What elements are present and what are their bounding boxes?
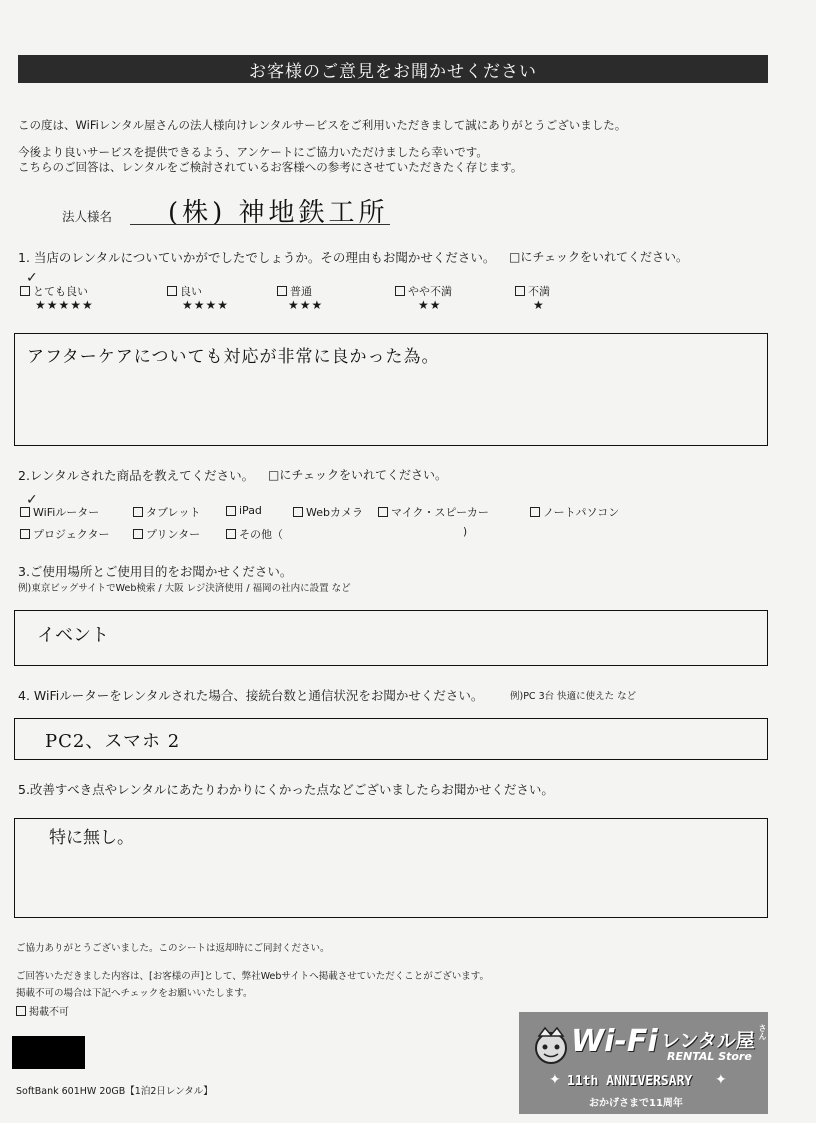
stars-1: ★ bbox=[533, 298, 545, 312]
company-name-field[interactable]: (株) 神地鉄工所 bbox=[168, 198, 389, 228]
intro-line-3: こちらのご回答は、レンタルをご検討されているお客様への参考にさせていただきたく存じます。 bbox=[18, 160, 523, 174]
footer-notice-1: ご回答いただきました内容は、[お客様の声]として、弊社Webサイトへ掲載させていただくことがございます。 bbox=[16, 971, 490, 982]
q1-question: 1. 当店のレンタルについていかがでしたでしょうか。その理由もお聞かせください。 bbox=[18, 250, 496, 265]
stars-2: ★★ bbox=[418, 298, 442, 312]
checkbox[interactable] bbox=[133, 529, 143, 539]
checkmark-icon: ✓ bbox=[26, 492, 38, 508]
checkbox[interactable] bbox=[133, 507, 143, 517]
q2-question: 2.レンタルされた商品を教えてください。 bbox=[18, 468, 255, 483]
q5-answer-text: 特に無し。 bbox=[49, 828, 134, 848]
logo-brand: Wi-Fi bbox=[571, 1024, 658, 1059]
product-info: SoftBank 601HW 20GB【1泊2日レンタル】 bbox=[16, 1086, 213, 1097]
option-label: Webカメラ bbox=[306, 506, 363, 519]
footer-notice-2: 掲載不可の場合は下記へチェックをお願いいたします。 bbox=[16, 988, 253, 999]
q2-option-mic-speaker[interactable] bbox=[378, 504, 489, 520]
option-label: とても良い bbox=[33, 285, 88, 298]
q2-option-webcam[interactable] bbox=[293, 504, 363, 520]
q1-option-average[interactable] bbox=[277, 283, 312, 299]
opt-out-label: 掲載不可 bbox=[29, 1007, 69, 1018]
q2-option-projector[interactable] bbox=[20, 526, 110, 542]
q1-option-dissatisfied[interactable] bbox=[515, 283, 550, 299]
option-label: プロジェクター bbox=[33, 528, 110, 541]
q2-option-ipad[interactable] bbox=[226, 504, 262, 517]
q2-option-tablet[interactable] bbox=[133, 504, 200, 520]
checkbox[interactable] bbox=[20, 529, 30, 539]
q2-instruction: □にチェックをいれてください。 bbox=[268, 468, 447, 482]
checkbox[interactable] bbox=[395, 286, 405, 296]
sparkle-icon: ✦ bbox=[549, 1072, 561, 1088]
option-label: プリンター bbox=[146, 528, 201, 541]
q2-option-printer[interactable] bbox=[133, 526, 200, 542]
option-label: WiFiルーター bbox=[33, 506, 100, 519]
q3-question: 3.ご使用場所とご使用目的をお聞かせください。 bbox=[18, 564, 293, 579]
q3-answer-box[interactable] bbox=[14, 610, 768, 666]
q1-instruction: □にチェックをいれてください。 bbox=[509, 250, 688, 264]
q4-question: 4. WiFiルーターをレンタルされた場合、接続台数と通信状況をお聞かせください。 bbox=[18, 688, 484, 703]
option-label: やや不満 bbox=[408, 285, 452, 298]
q5-answer-box[interactable] bbox=[14, 818, 768, 918]
page-title: お客様のご意見をお聞かせください bbox=[18, 55, 768, 83]
checkbox[interactable] bbox=[378, 507, 388, 517]
checkbox[interactable] bbox=[167, 286, 177, 296]
sparkle-icon: ✦ bbox=[715, 1072, 727, 1088]
checkbox[interactable] bbox=[293, 507, 303, 517]
brand-logo bbox=[519, 1012, 768, 1114]
option-label: 良い bbox=[180, 285, 202, 298]
q1-option-good[interactable] bbox=[167, 283, 202, 299]
option-label: 普通 bbox=[290, 285, 312, 298]
logo-brand-jp-suffix: さん bbox=[758, 1024, 767, 1040]
bleed-through-text bbox=[680, 142, 690, 157]
checkbox[interactable] bbox=[20, 507, 30, 517]
footer-thanks: ご協力ありがとうございました。このシートは返却時にご同封ください。 bbox=[16, 943, 330, 954]
checkbox[interactable] bbox=[530, 507, 540, 517]
q1-answer-box[interactable] bbox=[14, 333, 768, 446]
option-label: マイク・スピーカー bbox=[391, 506, 489, 519]
company-underline bbox=[130, 224, 390, 225]
q2-option-other[interactable] bbox=[226, 526, 283, 542]
option-label: iPad bbox=[239, 504, 262, 517]
opt-out-checkbox-row[interactable] bbox=[16, 1003, 69, 1018]
q5-question: 5.改善すべき点やレンタルにあたりわかりにくかった点などございましたらお聞かせください。 bbox=[18, 782, 554, 797]
checkmark-icon: ✓ bbox=[26, 270, 38, 286]
q2-option-wifi-router[interactable] bbox=[20, 504, 99, 520]
logo-brand-jp: レンタル屋 bbox=[661, 1030, 755, 1052]
company-label: 法人様名 bbox=[62, 209, 113, 224]
logo-anniversary-jp: おかげさまで11周年 bbox=[589, 1098, 683, 1109]
stars-5: ★★★★★ bbox=[35, 298, 94, 312]
redaction-block bbox=[12, 1036, 85, 1069]
logo-anniversary: 11th ANNIVERSARY bbox=[567, 1074, 693, 1089]
checkbox[interactable] bbox=[277, 286, 287, 296]
q2-option-laptop[interactable] bbox=[530, 504, 619, 520]
option-label: 不満 bbox=[528, 285, 550, 298]
checkbox[interactable] bbox=[226, 506, 236, 516]
q1-option-somewhat-dissatisfied[interactable] bbox=[395, 283, 452, 299]
checkbox[interactable] bbox=[16, 1006, 26, 1016]
logo-sub: RENTAL Store bbox=[667, 1050, 752, 1063]
intro-line-1: この度は、WiFiレンタル屋さんの法人様向けレンタルサービスをご利用いただきまして誠にありがとうございました。 bbox=[18, 118, 627, 132]
option-label: その他（ bbox=[239, 528, 283, 541]
checkbox[interactable] bbox=[226, 529, 236, 539]
stars-4: ★★★★ bbox=[182, 298, 230, 312]
q4-example: 例)PC 3台 快適に使えた など bbox=[510, 691, 637, 702]
option-label: タブレット bbox=[146, 506, 201, 519]
q4-answer-box[interactable] bbox=[14, 718, 768, 760]
q2-other-close: ) bbox=[463, 526, 468, 538]
intro-line-2: 今後より良いサービスを提供できるよう、アンケートにご協力いただけましたら幸いです。 bbox=[18, 145, 488, 159]
q1-answer-text: アフターケアについても対応が非常に良かった為。 bbox=[27, 347, 440, 367]
option-label: ノートパソコン bbox=[543, 506, 620, 519]
stars-3: ★★★ bbox=[288, 298, 324, 312]
q3-example: 例)東京ビッグサイトでWeb検索 / 大阪 レジ決済使用 / 福岡の社内に設置 など bbox=[18, 583, 351, 594]
checkbox[interactable] bbox=[515, 286, 525, 296]
q4-answer-text: PC2、スマホ 2 bbox=[45, 731, 181, 752]
checkbox[interactable] bbox=[20, 286, 30, 296]
q3-answer-text: イベント bbox=[37, 625, 109, 646]
mascot-icon bbox=[531, 1026, 571, 1066]
